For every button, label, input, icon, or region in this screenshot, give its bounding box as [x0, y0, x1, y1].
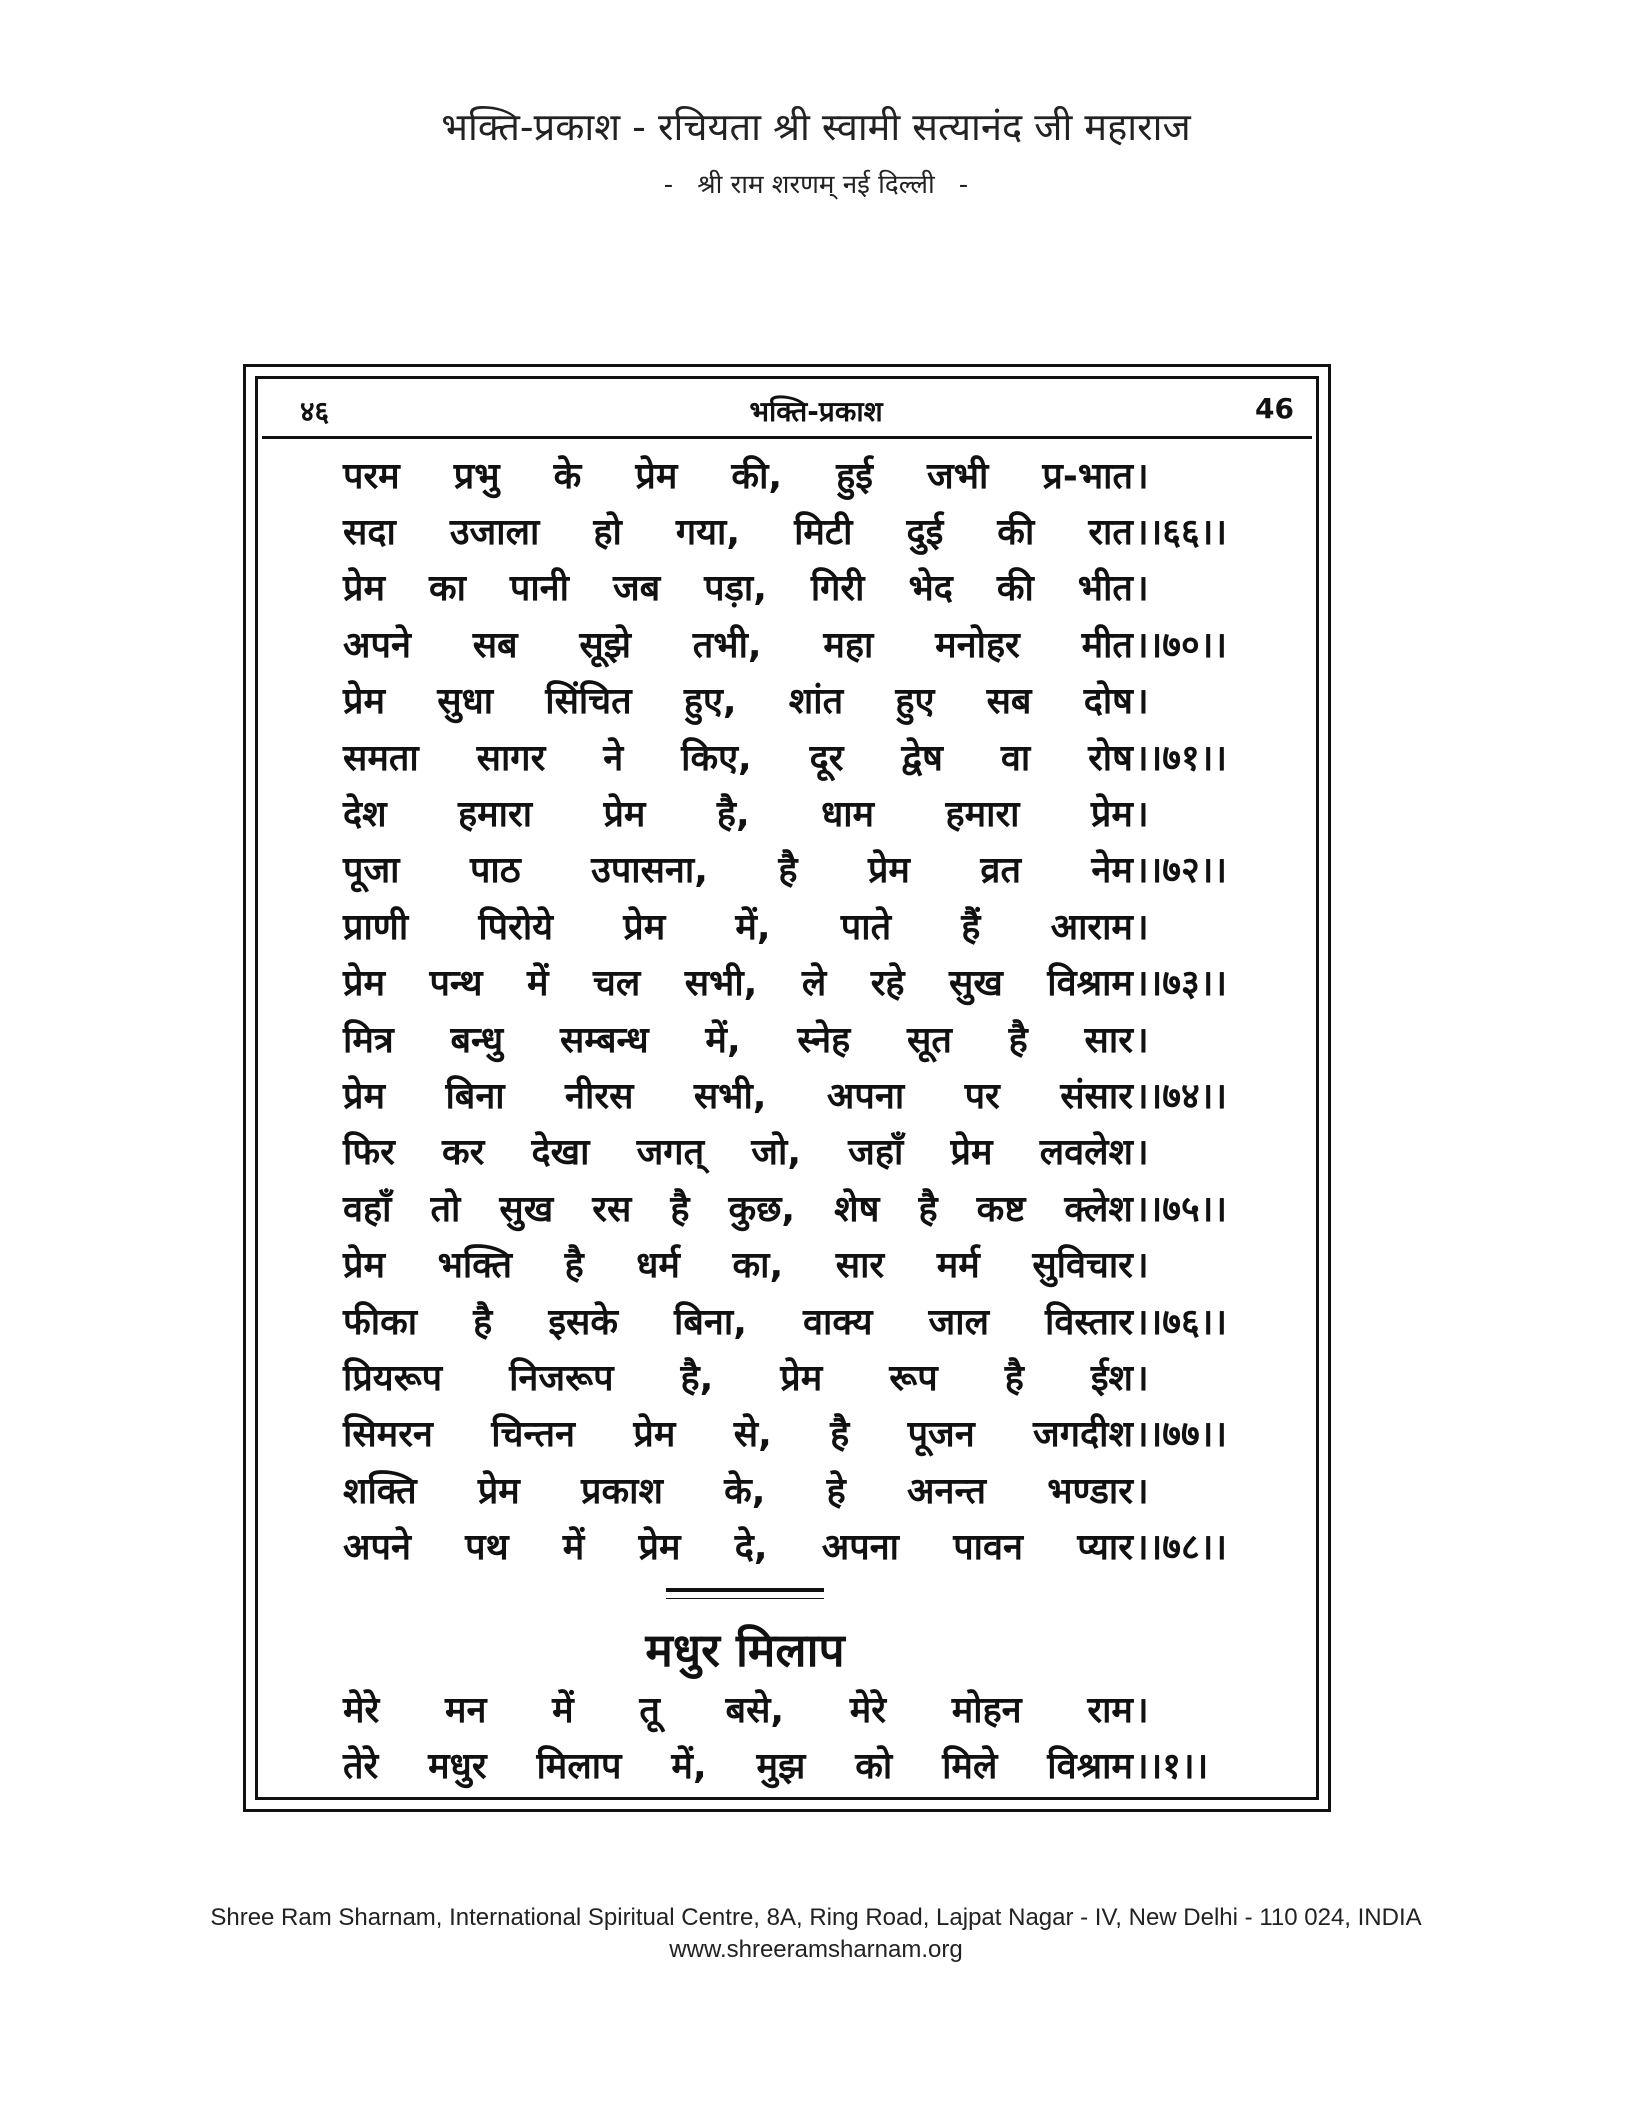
- verse-word: प्रेम: [603, 793, 646, 835]
- verse-line: [343, 1179, 1243, 1235]
- verse-word: मेरे: [849, 1689, 887, 1731]
- verse-word: में,: [671, 1745, 707, 1787]
- verse-word: सुधा: [437, 681, 494, 723]
- verse-words: [343, 957, 1133, 1006]
- verse-word: किए,: [681, 737, 752, 779]
- verse-word: प्रेम: [343, 1245, 386, 1287]
- verse-words: [343, 1183, 1133, 1232]
- verse-word: के: [553, 455, 582, 497]
- verse-word: तभी,: [692, 624, 762, 666]
- verse-number: ।।७२।।: [1135, 850, 1228, 892]
- section-divider-thick: [666, 1588, 824, 1592]
- verse-word: है: [670, 1188, 690, 1230]
- verse-word: प्राणी: [343, 906, 409, 948]
- verse-line: [343, 954, 1243, 1010]
- verse-word: शक्ति: [343, 1470, 417, 1512]
- verse-line: [343, 1348, 1243, 1404]
- verse-word: प्रेम: [623, 906, 666, 948]
- verse-word: धाम: [821, 793, 875, 835]
- verse-words: [343, 844, 1133, 893]
- header-divider: [262, 436, 1312, 439]
- verse-word: व्रत: [980, 850, 1021, 892]
- verse-word: में: [552, 1689, 574, 1731]
- verse-line: [343, 1736, 1243, 1792]
- verse-word: है: [564, 1245, 584, 1287]
- verse-word: सभी,: [684, 963, 758, 1005]
- verse-word: प्रेम: [477, 1470, 520, 1512]
- verse-line: [343, 841, 1243, 897]
- verse-number: ।: [1135, 1357, 1149, 1399]
- verse-word: जब: [612, 568, 661, 610]
- verse-word: तेरे: [343, 1745, 379, 1787]
- verse-word: निजरूप: [509, 1357, 614, 1399]
- verse-word: धर्म: [636, 1245, 680, 1287]
- verse-word: जगत्: [636, 1132, 705, 1174]
- verse-words: [343, 675, 1133, 724]
- verse-word: तो: [430, 1188, 461, 1230]
- verse-word: में: [527, 963, 549, 1005]
- verse-number: ।।७३।।: [1135, 963, 1228, 1005]
- verse-word: प्रेम: [1090, 793, 1133, 835]
- verse-word: देश: [343, 793, 387, 835]
- verse-word: रहे: [870, 963, 905, 1005]
- verse-word: की,: [731, 455, 783, 497]
- verse-word: भेद: [908, 568, 953, 610]
- verse-word: मित्र: [343, 1019, 394, 1061]
- verse-word: ने: [603, 737, 624, 779]
- verse-word: ले: [801, 963, 827, 1005]
- verse-word: मिलाप: [536, 1745, 622, 1787]
- verse-word: सिमरन: [343, 1414, 433, 1456]
- verse-word: हो: [593, 511, 622, 553]
- verse-word: हे: [826, 1470, 846, 1512]
- running-title: भक्ति-प्रकाश: [749, 395, 883, 428]
- page-number-devanagari: ४६: [300, 395, 330, 428]
- verse-number: ।।७८।।: [1135, 1527, 1228, 1569]
- verse-word: संसार: [1060, 1075, 1133, 1117]
- verse-number: ।: [1135, 1470, 1149, 1512]
- verse-number: ।।७०।।: [1135, 624, 1228, 666]
- verse-number: ।।७७।।: [1135, 1414, 1228, 1456]
- verse-words: [343, 1465, 1133, 1514]
- verse-word: है: [918, 1188, 938, 1230]
- verse-word: हुए: [895, 681, 935, 723]
- verse-number: ।।६६।।: [1135, 511, 1228, 553]
- verse-word: वहाँ: [343, 1188, 392, 1230]
- verse-word: मर्म: [936, 1245, 980, 1287]
- verse-words: [343, 1352, 1133, 1401]
- verse-line: [343, 1461, 1243, 1517]
- verse-word: को: [855, 1745, 893, 1787]
- verse-word: जगदीश: [1033, 1414, 1133, 1456]
- verse-word: प्रेम: [950, 1132, 993, 1174]
- verse-word: भण्डार: [1047, 1470, 1133, 1512]
- verse-number: ।: [1135, 793, 1149, 835]
- verse-word: है: [1004, 1357, 1024, 1399]
- verse-number: ।: [1135, 1132, 1149, 1174]
- verse-word: प्रेम: [635, 455, 678, 497]
- verse-line: [343, 1236, 1243, 1292]
- verse-word: मन: [444, 1689, 487, 1731]
- verse-word: प्यार: [1077, 1527, 1133, 1569]
- verse-word: भक्ति: [437, 1245, 513, 1287]
- verse-word: दे,: [734, 1527, 768, 1569]
- verse-word: जभी: [927, 455, 989, 497]
- verse-word: से,: [733, 1414, 772, 1456]
- verse-line: [343, 728, 1243, 784]
- verse-word: पूजा: [343, 850, 400, 892]
- verse-words: [343, 1684, 1133, 1733]
- verse-line: [343, 615, 1243, 671]
- verse-word: पाठ: [469, 850, 521, 892]
- verse-word: सभी,: [693, 1075, 767, 1117]
- verse-number: ।: [1135, 1019, 1149, 1061]
- verse-number: ।।७४।।: [1135, 1075, 1228, 1117]
- verse-word: हमारा: [945, 793, 1020, 835]
- verse-word: वाक्य: [802, 1301, 873, 1343]
- verse-words: [343, 1296, 1133, 1345]
- verse-word: मीत: [1081, 624, 1133, 666]
- verse-word: पानी: [509, 568, 569, 610]
- page-number: 46: [1255, 392, 1294, 425]
- verse-word: प्रियरूप: [343, 1357, 443, 1399]
- verse-word: की: [997, 511, 1035, 553]
- verse-number: ।।७१।।: [1135, 737, 1228, 779]
- verse-word: हमारा: [458, 793, 533, 835]
- verse-word: कष्ट: [976, 1188, 1026, 1230]
- verse-line: [343, 1518, 1243, 1574]
- verse-line: [343, 502, 1243, 558]
- verse-word: विश्राम: [1047, 963, 1133, 1005]
- verse-word: सब: [472, 624, 518, 666]
- verse-number: ।: [1135, 1689, 1149, 1731]
- footer-address: Shree Ram Sharnam, International Spiritual Centre, 8A, Ring Road, Lajpat Nagar - IV, New Delhi - 110 024, INDIA: [210, 1904, 1422, 1931]
- verse-word: समता: [343, 737, 419, 779]
- verse-word: लवलेश: [1039, 1132, 1133, 1174]
- verse-word: दुई: [906, 511, 944, 553]
- verse-word: है: [830, 1414, 850, 1456]
- verse-line: [343, 446, 1243, 502]
- verse-word: पूजन: [907, 1414, 975, 1456]
- verse-word: भीत: [1077, 568, 1133, 610]
- verse-word: अनन्त: [906, 1470, 987, 1512]
- verse-word: में,: [705, 1019, 741, 1061]
- verse-word: पड़ा,: [704, 568, 767, 610]
- verse-number: ।।१।।: [1135, 1745, 1209, 1787]
- verse-word: प्रेम: [343, 1075, 386, 1117]
- footer-website[interactable]: www.shreeramsharnam.org: [669, 1936, 963, 1963]
- verse-word: है: [778, 850, 798, 892]
- verse-word: प्रभु: [453, 455, 500, 497]
- verse-word: फिर: [343, 1132, 395, 1174]
- verse-word: उजाला: [449, 511, 540, 553]
- verse-word: रात: [1088, 511, 1133, 553]
- verse-word: है,: [680, 1357, 714, 1399]
- verse-words: [343, 1014, 1133, 1063]
- verse-word: जाल: [928, 1301, 989, 1343]
- verse-word: प्र-भात: [1042, 455, 1133, 497]
- verse-word: हैं: [961, 906, 981, 948]
- verse-number: ।: [1135, 1245, 1149, 1287]
- verse-word: बिना,: [674, 1301, 747, 1343]
- verse-word: प्रेम: [343, 681, 386, 723]
- verse-words: [343, 619, 1133, 668]
- verse-word: चिन्तन: [491, 1414, 576, 1456]
- verse-word: अपने: [343, 1527, 411, 1569]
- verse-word: की: [996, 568, 1034, 610]
- verse-word: कर: [441, 1132, 485, 1174]
- document-title: भक्ति-प्रकाश - रचियता श्री स्वामी सत्यानंद जी महाराज: [441, 105, 1191, 149]
- verse-word: प्रेम: [343, 568, 386, 610]
- subtitle-dash-right: -: [958, 170, 969, 200]
- section-divider-thin: [666, 1598, 824, 1599]
- verse-number: ।: [1135, 455, 1149, 497]
- verse-word: सदा: [343, 511, 396, 553]
- verse-words: [343, 1521, 1133, 1570]
- verse-word: मिटी: [794, 511, 853, 553]
- verse-word: सार: [1084, 1019, 1133, 1061]
- verse-word: सुविचार: [1032, 1245, 1133, 1287]
- verse-word: इसके: [548, 1301, 618, 1343]
- verse-word: बिना: [445, 1075, 505, 1117]
- verse-word: पन्थ: [429, 963, 483, 1005]
- verse-line: [343, 1680, 1243, 1736]
- verse-number: ।: [1135, 568, 1149, 610]
- verse-words: [343, 562, 1133, 611]
- verse-word: विस्तार: [1045, 1301, 1133, 1343]
- verse-words: [343, 1740, 1133, 1789]
- verse-word: प्रेम: [780, 1357, 823, 1399]
- verse-word: सब: [986, 681, 1032, 723]
- verse-words: [343, 1408, 1133, 1457]
- verse-line: [343, 1123, 1243, 1179]
- verse-word: फीका: [343, 1301, 418, 1343]
- verse-word: सागर: [476, 737, 546, 779]
- verse-line: [343, 784, 1243, 840]
- verse-word: सूत: [907, 1019, 952, 1061]
- subtitle-text: श्री राम शरणम् नई दिल्ली: [697, 170, 935, 200]
- verse-word: स्नेह: [797, 1019, 851, 1061]
- verse-word: मुझ: [756, 1745, 806, 1787]
- verse-word: है: [1008, 1019, 1028, 1061]
- verse-word: महा: [823, 624, 874, 666]
- verse-word: द्वेष: [901, 737, 943, 779]
- document-subtitle: [0, 165, 1632, 201]
- verse-word: का: [428, 568, 466, 610]
- verse-words: [343, 901, 1133, 950]
- verse-word: पर: [964, 1075, 1000, 1117]
- verse-word: नेम: [1091, 850, 1133, 892]
- verse-word: अपना: [821, 1527, 900, 1569]
- verse-word: में,: [735, 906, 771, 948]
- verse-line: [343, 1405, 1243, 1461]
- verse-word: नीरस: [565, 1075, 634, 1117]
- verse-word: सूझे: [579, 624, 631, 666]
- verse-word: मेरे: [343, 1689, 380, 1731]
- verse-word: पावन: [953, 1527, 1023, 1569]
- verse-word: क्लेश: [1064, 1188, 1133, 1230]
- verse-word: मधुर: [428, 1745, 487, 1787]
- verse-word: प्रेम: [343, 963, 386, 1005]
- section-title: मधुर मिलाप: [645, 1623, 845, 1677]
- verse-word: सार: [835, 1245, 885, 1287]
- verse-words: [343, 1070, 1133, 1119]
- verse-line: [343, 1010, 1243, 1066]
- verse-word: तू: [639, 1689, 660, 1731]
- verse-word: बसे,: [725, 1689, 785, 1731]
- verse-number: ।: [1135, 906, 1149, 948]
- verse-word: कुछ,: [728, 1188, 796, 1230]
- verse-word: सम्बन्ध: [559, 1019, 649, 1061]
- verse-word: दोष: [1083, 681, 1133, 723]
- verse-word: रोष: [1088, 737, 1133, 779]
- verse-word: शेष: [834, 1188, 880, 1230]
- verse-number: ।: [1135, 681, 1149, 723]
- verse-word: जहाँ: [848, 1132, 904, 1174]
- verse-word: रस: [592, 1188, 632, 1230]
- verse-words: [343, 732, 1133, 781]
- verse-word: सुख: [499, 1188, 554, 1230]
- verse-number: ।।७६।।: [1135, 1301, 1228, 1343]
- verse-word: अपना: [826, 1075, 905, 1117]
- verse-word: है,: [716, 793, 750, 835]
- verse-word: चल: [592, 963, 641, 1005]
- verse-words: [343, 1239, 1133, 1288]
- verse-word: गिरी: [810, 568, 865, 610]
- verse-words: [343, 450, 1133, 499]
- verse-word: बन्धु: [450, 1019, 504, 1061]
- verse-number: ।।७५।।: [1135, 1188, 1228, 1230]
- verse-word: शांत: [788, 681, 844, 723]
- verse-line: [343, 897, 1243, 953]
- verse-word: है: [473, 1301, 493, 1343]
- verse-word: मिले: [942, 1745, 998, 1787]
- verse-word: प्रेम: [638, 1527, 681, 1569]
- verse-word: वा: [1000, 737, 1031, 779]
- verse-word: आराम: [1050, 906, 1133, 948]
- subtitle-dash-left: -: [663, 170, 674, 200]
- verse-word: परम: [343, 455, 400, 497]
- verse-word: विश्राम: [1047, 1745, 1133, 1787]
- verse-word: मोहन: [951, 1689, 1022, 1731]
- verse-words: [343, 788, 1133, 837]
- verse-word: पथ: [465, 1527, 509, 1569]
- verse-word: देखा: [531, 1132, 590, 1174]
- verse-line: [343, 1066, 1243, 1122]
- verse-words: [343, 506, 1133, 555]
- verse-line: [343, 559, 1243, 615]
- verse-line: [343, 672, 1243, 728]
- verse-word: ईश: [1090, 1357, 1133, 1399]
- verse-word: राम: [1087, 1689, 1133, 1731]
- verse-word: पिरोये: [478, 906, 554, 948]
- verse-line: [343, 1292, 1243, 1348]
- verse-word: हुई: [836, 455, 873, 497]
- verse-word: हुए,: [683, 681, 737, 723]
- verse-word: सिंचित: [545, 681, 632, 723]
- verse-word: अपने: [343, 624, 411, 666]
- verse-word: गया,: [675, 511, 741, 553]
- verse-word: सुख: [949, 963, 1003, 1005]
- verse-word: का,: [732, 1245, 784, 1287]
- verse-word: के,: [724, 1470, 766, 1512]
- verse-word: रूप: [889, 1357, 938, 1399]
- verse-word: में: [562, 1527, 585, 1569]
- verse-word: प्रेम: [867, 850, 910, 892]
- verse-word: पाते: [840, 906, 892, 948]
- verse-word: जो,: [751, 1132, 801, 1174]
- verse-word: उपासना,: [591, 850, 708, 892]
- verse-word: प्रेम: [633, 1414, 676, 1456]
- verse-word: दूर: [809, 737, 844, 779]
- verse-word: प्रकाश: [581, 1470, 663, 1512]
- verse-word: मनोहर: [935, 624, 1020, 666]
- verse-words: [343, 1126, 1133, 1175]
